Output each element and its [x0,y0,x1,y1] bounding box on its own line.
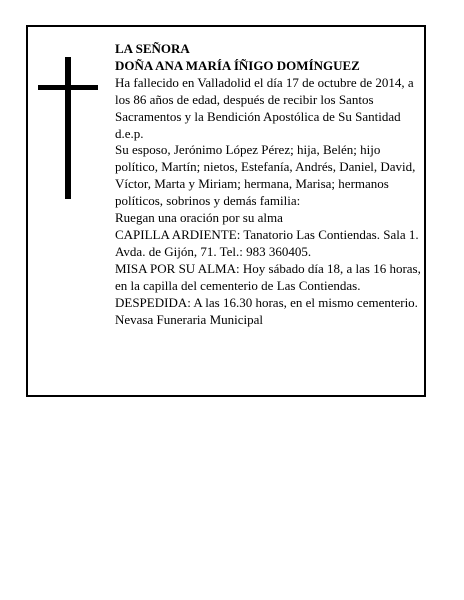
cross-vertical-bar [65,57,71,199]
funeral-home: Nevasa Funeraria Municipal [115,311,264,327]
family-list: Su esposo, Jerónimo López Pérez; hija, Belén; hijo político, Martín; nietos, Estefanía, Andrés, Daniel, David, Víctor, Marta y Miriam; hermana, Marisa; hermanos políticos, sobrinos y demás familia: [115,142,416,209]
chapel-info: CAPILLA ARDIENTE: Tanatorio Las Contiendas. Sala 1. Avda. de Gijón, 71. Tel.: 983 360405. [115,226,419,259]
notice-text [115,41,425,328]
notice-title: LA SEÑORA [115,41,190,56]
death-announcement: Ha fallecido en Valladolid el día 17 de octubre de 2014, a los 86 años de edad, después de recibir los Santos Sacramentos y la Bendición Apostólica de Su Santidad d.e.p. [115,74,414,141]
cross-horizontal-bar [38,85,98,90]
obituary-notice [26,25,426,397]
cross-icon [38,57,98,199]
mass-info: MISA POR SU ALMA: Hoy sábado día 18, a las 16 horas, en la capilla del cementerio de Las Contiendas. [115,260,421,293]
farewell-info: DESPEDIDA: A las 16.30 horas, en el mismo cementerio. [115,294,418,310]
prayer-request: Ruegan una oración por su alma [115,210,283,226]
deceased-name: DOÑA ANA MARÍA ÍÑIGO DOMÍNGUEZ [115,57,360,73]
